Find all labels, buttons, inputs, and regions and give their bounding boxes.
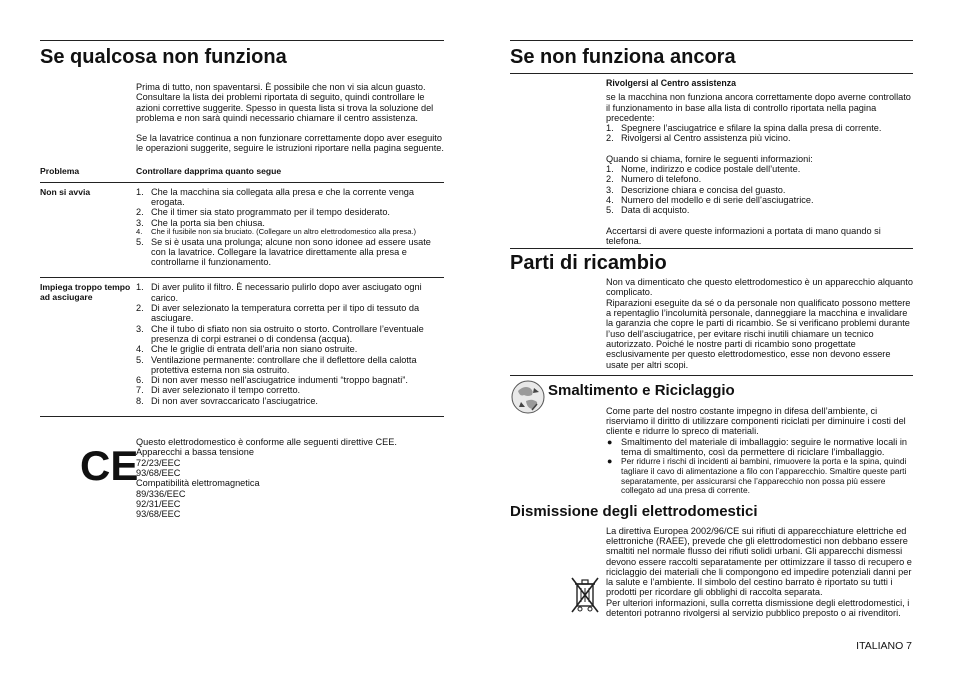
list-item — [606, 195, 913, 205]
list-item — [136, 324, 444, 345]
intro-block — [136, 82, 444, 154]
list-text: Ventilazione permanente: controllare che il deflettore della calotta protettiva esterna non sia ostruito. — [151, 354, 417, 375]
ce-lines — [136, 437, 444, 519]
section-title-still-not-working: Se non funziona ancora — [510, 46, 736, 68]
list-text: Che la porta sia ben chiusa. — [151, 217, 265, 228]
ce-line: 92/31/EEC — [136, 498, 181, 509]
list-item — [136, 228, 444, 237]
list-item — [606, 174, 913, 184]
list-text: Numero del modello e di serie dell’asciugatrice. — [621, 194, 814, 205]
ce-line: 93/68/EEC — [136, 509, 181, 520]
check-list — [136, 278, 444, 406]
ce-mark-icon — [80, 442, 139, 490]
assist-info-list — [606, 164, 913, 215]
bullet-icon: ● — [607, 456, 613, 467]
list-number: 3. — [136, 217, 144, 228]
check-list-items — [136, 187, 444, 268]
ce-line: Questo elettrodomestico è conforme alle seguenti direttive CEE. — [136, 437, 397, 448]
disposal-paragraph: Per ulteriori informazioni, sulla corretta dismissione degli elettrodomestici, i detentori potranno rivolgersi al servizio pubblico preposto o ai rivenditori. — [606, 597, 910, 619]
list-number: 4. — [606, 194, 614, 205]
list-item — [136, 396, 444, 406]
disposal-section — [510, 526, 913, 619]
section-title-disposal: Dismissione degli elettrodomestici — [510, 502, 758, 520]
list-item — [606, 133, 913, 143]
section-title-spare-parts: Parti di ricambio — [510, 252, 667, 275]
ce-line: Apparecchi a bassa tensione — [136, 447, 254, 458]
list-number: 4. — [136, 344, 144, 355]
left-column — [40, 40, 444, 537]
list-item — [136, 237, 444, 268]
list-text: Che le griglie di entrata dell’aria non siano ostruite. — [151, 344, 358, 355]
page-footer: ITALIANO 7 — [856, 640, 912, 652]
list-number: 5. — [136, 354, 144, 365]
list-number: 8. — [136, 395, 144, 406]
list-text: Di non aver sovraccaricato l’asciugatrice. — [151, 395, 318, 406]
list-text: Di aver selezionato il tempo corretto. — [151, 385, 301, 396]
disposal-block — [606, 526, 913, 619]
table-header — [40, 162, 444, 176]
bullet-item — [606, 437, 913, 458]
list-item — [136, 282, 444, 303]
list-item — [136, 344, 444, 354]
assist-steps — [606, 123, 913, 144]
list-text: Nome, indirizzo e codice postale dell’utente. — [621, 164, 801, 175]
list-item — [136, 187, 444, 208]
list-item — [606, 164, 913, 174]
list-text: Di aver pulito il filtro. È necessario pulirlo dopo aver asciugato ogni carico. — [151, 282, 422, 303]
table-row — [40, 278, 444, 406]
bullet-text: Smaltimento del materiale di imballaggio: seguire le normative locali in tema di smaltimento, così da permettere di riciclare l’imballaggio. — [621, 436, 907, 458]
list-item — [136, 375, 444, 385]
ce-line: 93/68/EEC — [136, 467, 181, 478]
list-number: 1. — [606, 123, 614, 134]
check-list — [136, 183, 444, 268]
ce-mark-text: CE — [80, 442, 139, 490]
list-number: 2. — [606, 133, 614, 144]
assist-paragraph: se la macchina non funziona ancora correttamente dopo averne controllato il funzionamento in base alla lista di controllo riportata nella pagina precedente: — [606, 92, 911, 123]
list-number: 3. — [606, 184, 614, 195]
list-text: Rivolgersi al Centro assistenza più vicino. — [621, 133, 791, 144]
assist-paragraph: Quando si chiama, fornire le seguenti informazioni: — [606, 153, 813, 164]
list-number: 7. — [136, 385, 144, 396]
bullet-item — [606, 457, 913, 495]
recycle-block — [606, 406, 913, 496]
check-list-items — [136, 282, 444, 406]
title-rule — [40, 40, 444, 41]
assist-heading: Rivolgersi al Centro assistenza — [606, 78, 737, 88]
list-item — [606, 205, 913, 215]
list-item — [136, 303, 444, 324]
list-number: 2. — [136, 207, 144, 218]
title-rule — [510, 73, 913, 74]
parts-paragraph: Riparazioni eseguite da sé o da personale non qualificato possono mettere a repentaglio l’incolumità personale, danneggiare la macchina e invalidare la garanzia che copre le parti di ricambio. Se si verificano problemi durante l’uso dell’asciugatrice, per evitare rischi inutili chiamare un tecnico autorizzato. Poiché le nostre parti di ricambio sono progettate esclusivamente per questo elettrodomestico, esse non devono essere usate per altri scopi. — [606, 297, 911, 370]
recycle-paragraph: Come parte del nostro costante impegno in difesa dell’ambiente, ci riserviamo il diritto di utilizzare componenti riciclati per diminuire i costi del cliente e ridurre lo spreco di materiali. — [606, 405, 906, 437]
ce-line: Compatibilità elettromagnetica — [136, 478, 260, 489]
list-number: 4. — [136, 226, 143, 236]
recycle-globe-icon — [510, 379, 546, 415]
list-item — [136, 385, 444, 395]
disposal-paragraph: La direttiva Europea 2002/96/CE sui rifiuti di apparecchiature elettriche ed elettroniche (RAEE), prevede che gli elettrodomestici non debbano essere smaltiti nel normale flusso dei rifiuti solidi urbani. Gli apparecchi dismessi devono essere raccolti separatamente per ottimizzare il tasso di recupero e riciclaggio dei materiali che li compongono ed impedire potenziali danni per la salute e l’ambiente. Il simbolo del cestino barrato è riportato su tutti i prodotti per ricordare gli obblighi di raccolta separata. — [606, 525, 912, 598]
list-text: Di non aver messo nell’asciugatrice indumenti “troppo bagnati”. — [151, 375, 408, 386]
list-text: Che la macchina sia collegata alla presa e che la corrente venga erogata. — [151, 186, 415, 208]
list-number: 1. — [136, 282, 144, 293]
title-rule — [510, 40, 913, 41]
intro-paragraph: Prima di tutto, non spaventarsi. È possibile che non vi sia alcun guasto. Consultare la lista dei problemi riportata di seguito, quindi controllare le azioni correttive suggerite. Spesso in questa lista si trova la soluzione del problema e non sarà quindi necessario chiamare il centro assistenza. — [136, 82, 434, 123]
ce-line: 72/23/EEC — [136, 457, 181, 468]
title-rule — [510, 248, 913, 249]
section-title-troubleshooting: Se qualcosa non funziona — [40, 46, 287, 68]
list-text: Spegnere l’asciugatrice e sfilare la spina dalla presa di corrente. — [621, 123, 882, 134]
parts-paragraph: Non va dimenticato che questo elettrodomestico è un apparecchio alquanto complicato. — [606, 277, 913, 298]
crossed-bin-icon — [570, 576, 600, 614]
list-text: Data di acquisto. — [621, 205, 690, 216]
assist-paragraph: Accertarsi di avere queste informazioni a portata di mano quando si telefona. — [606, 225, 881, 246]
bullet-icon: ● — [607, 436, 613, 447]
list-number: 5. — [606, 205, 614, 216]
list-item — [136, 207, 444, 217]
problem-label: Impiega troppo tempo ad asciugare — [40, 282, 131, 303]
list-number: 3. — [136, 323, 144, 334]
parts-block — [606, 277, 913, 370]
table-row — [40, 183, 444, 268]
list-item — [606, 185, 913, 195]
list-text: Che il timer sia stato programmato per il tempo desiderato. — [151, 207, 390, 218]
list-number: 6. — [136, 375, 144, 386]
problem-label: Non si avvia — [40, 186, 91, 197]
recycle-bullets — [606, 437, 913, 496]
list-text: Se si è usata una prolunga; alcune non sono idonee ad essere usate con la lavatrice. Collegare la lavatrice direttamente alla presa e controllarne il funzionamento. — [151, 236, 431, 268]
list-number: 1. — [606, 164, 614, 175]
bullet-text: Per ridurre i rischi di incidenti ai bambini, rimuovere la porta e la spina, quindi tagliare il cavo di alimentazione a filo con l’apparecchio. Smaltire queste parti separatamente, per assicurarsi che l’apparecchio non possa più essere collegato ad una presa di corrente. — [621, 456, 907, 496]
table-rule — [40, 416, 444, 417]
list-number: 2. — [606, 174, 614, 185]
list-text: Che il fusibile non sia bruciato. (Collegare un altro elettrodomestico alla presa.) — [151, 226, 417, 236]
list-number: 1. — [136, 186, 144, 197]
list-number: 5. — [136, 236, 144, 247]
list-item — [606, 123, 913, 133]
intro-paragraph: Se la lavatrice continua a non funzionare correttamente dopo aver eseguito le operazioni suggerite, seguire le istruzioni riportare nella pagina seguente. — [136, 133, 444, 154]
section-title-recycling: Smaltimento e Riciclaggio — [548, 381, 735, 399]
assist-block — [606, 78, 913, 246]
list-text: Di aver selezionato la temperatura corretta per il tipo di tessuto da asciugare. — [151, 303, 420, 324]
list-text: Che il tubo di sfiato non sia ostruito o storto. Controllare l’eventuale presenza di corpi estranei o di condensa (acqua). — [151, 323, 424, 344]
list-text: Numero di telefono. — [621, 174, 702, 185]
ce-compliance — [40, 437, 444, 537]
right-column — [510, 40, 913, 618]
list-text: Descrizione chiara e concisa del guasto. — [621, 184, 786, 195]
list-number: 2. — [136, 303, 144, 314]
table-header-check: Controllare dapprima quanto segue — [136, 165, 282, 176]
ce-line: 89/336/EEC — [136, 488, 186, 499]
recycling-section — [510, 376, 913, 496]
list-item — [136, 355, 444, 376]
table-header-problem: Problema — [40, 165, 80, 176]
